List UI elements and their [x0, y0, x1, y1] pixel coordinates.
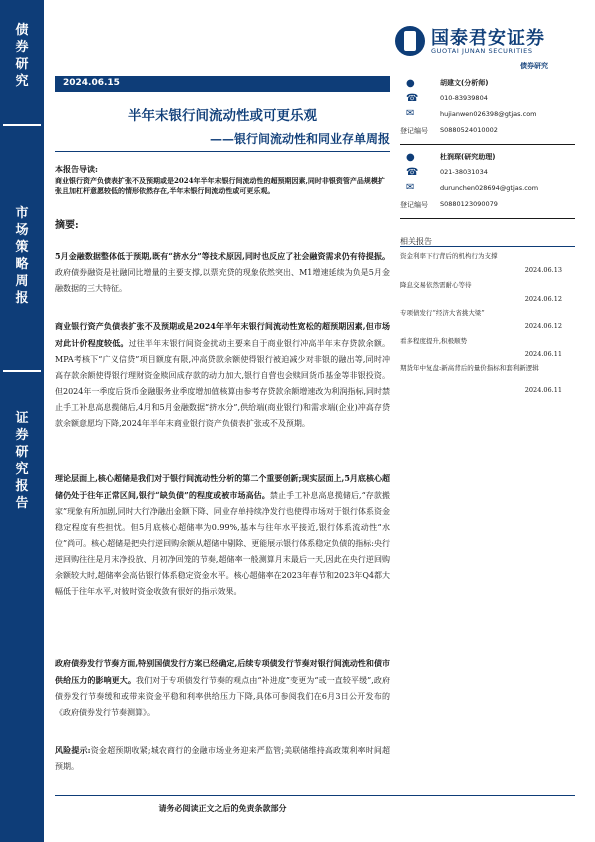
registration-label: 登记编号	[400, 201, 428, 209]
sidebar-char: 报	[15, 291, 29, 306]
title-divider	[55, 151, 390, 152]
abstract-paragraph	[55, 655, 390, 721]
sidebar-divider	[3, 124, 41, 126]
analyst-divider	[400, 144, 575, 145]
paragraph-body: 资金超预期收紧;城农商行的金融市场业务迎来严监管;美联储维持高政策利率时间超预期。	[55, 746, 391, 771]
sidebar-char: 券	[15, 40, 29, 55]
sidebar-char: 市	[15, 206, 29, 221]
analyst-divider	[400, 218, 575, 219]
registration-number: S0880524010002	[440, 126, 498, 134]
footer-divider	[55, 795, 575, 796]
sidebar-char: 研	[15, 445, 29, 460]
report-subtitle: ——银行间流动性和同业存单周报	[209, 132, 390, 146]
sidebar-divider	[3, 370, 41, 372]
related-report-title[interactable]: 看多程度提升,积极顺势	[400, 337, 468, 345]
abstract-paragraph	[55, 470, 390, 600]
abstract-paragraph	[55, 248, 390, 297]
phone-icon: ☎	[406, 93, 419, 104]
phone-icon: ☎	[406, 167, 419, 178]
company-logo	[395, 20, 575, 62]
sidebar-char: 场	[15, 223, 29, 238]
logo-english-name: GUOTAI JUNAN SECURITIES	[431, 47, 533, 55]
report-type-label: 债券研究	[520, 61, 548, 70]
person-icon: ●	[406, 78, 415, 89]
abstract-paragraph	[55, 318, 390, 432]
sidebar-char: 券	[15, 428, 29, 443]
related-report-date: 2024.06.13	[524, 266, 562, 274]
report-date: 2024.06.15	[63, 78, 120, 88]
registration-label: 登记编号	[400, 127, 428, 135]
abstract-label: 摘要:	[55, 220, 79, 231]
analyst-name: 杜润琛(研究助理)	[440, 153, 496, 161]
related-report-title[interactable]: 资金利率下行背后的机构行为支撑	[400, 252, 498, 260]
related-reports-label: 相关报告	[400, 237, 432, 246]
sidebar-char: 略	[15, 257, 29, 272]
sidebar-char: 告	[15, 496, 29, 511]
related-report-date: 2024.06.12	[524, 322, 562, 330]
analyst-card	[400, 76, 575, 144]
related-report-date: 2024.06.12	[524, 295, 562, 303]
sidebar-char: 周	[15, 274, 29, 289]
related-report-title[interactable]: 降息交易依然需耐心等待	[400, 281, 472, 289]
related-report-date: 2024.06.11	[524, 350, 562, 358]
paragraph-lead: 政府债券发行节奏方面,特别国债发行方案已经确定,后续专项债发行节奏对银行间流动性和债市供给压力的影响更大。	[55, 658, 390, 685]
analyst-card	[400, 150, 575, 218]
related-report-date: 2024.06.11	[524, 386, 562, 394]
analyst-email[interactable]: durunchen028694@gtjas.com	[440, 184, 539, 192]
paragraph-body: 我们对于专项债发行节奏的观点由“补进度”变更为“或一直较平缓”,政府债券发行节奏缓和或带来资金平稳和利率供给压力下降,具体可参阅我们在6月3日公开发布的《政府债券发行节奏测算》。	[55, 676, 391, 717]
sidebar-char: 证	[15, 411, 29, 426]
risk-paragraph	[55, 742, 390, 775]
analyst-email[interactable]: hujianwen026398@gtjas.com	[440, 110, 537, 118]
paragraph-body: 禁止手工补息高息揽储后,“存款搬家”现象有所加剧,同时大行净融出金额下降、同业存单持续净发行也使得市场对于银行体系资金稳定程度有些担忧。但5月底核心超储率为0.99%,基本与往年水平接近,银行体系流动性“水位”尚可。核心超储是把央行逆回购余额从超储中剔除、更能展示银行体系稳定负债的指标:央行逆回购往往是月末净投放、月初净回笼的节奏,超储率一般测算月末最后一天,因此在央行逆回购余额较大时,超储率会高估银行体系稳定资金水平。核心超储率在2023年春节和2023年Q4都大幅低于往年水平,对彼时资金收敛有很好的指示效果。	[55, 491, 390, 596]
logo-chinese-name: 国泰君安证券	[431, 28, 545, 49]
analyst-phone: 021-38031034	[440, 168, 488, 176]
paragraph-lead: 5月金融数据整体低于预期,既有“挤水分”等技术原因,同时也反应了社会融资需求仍有待提振。	[55, 251, 390, 261]
guide-label: 本报告导读:	[55, 164, 98, 174]
registration-number: S0880123090079	[440, 200, 498, 208]
sidebar-char: 债	[15, 23, 29, 38]
analyst-phone: 010-83939804	[440, 94, 488, 102]
logo-mark-icon	[395, 26, 425, 56]
sidebar-char: 策	[15, 240, 29, 255]
paragraph-body: 政府债券融资是社融同比增量的主要支撑,以票充贷的现象依然突出、M1增速延续为负是5月金融数据的三大特征。	[55, 268, 390, 293]
related-report-title[interactable]: 专项债发行“经济大省挑大梁”	[400, 309, 485, 317]
analyst-name: 胡建文(分析师)	[440, 79, 489, 87]
email-icon: ✉	[406, 108, 415, 119]
left-sidebar	[0, 0, 44, 842]
sidebar-char: 研	[15, 57, 29, 72]
paragraph-lead: 商业银行资产负债表扩张不及预期或是2024年半年末银行间流动性宽松的超预期因素,但市场对此计价程度较低。	[55, 321, 390, 348]
paragraph-lead: 风险提示:	[55, 745, 91, 755]
sidebar-char: 究	[15, 462, 29, 477]
disclaimer-footer: 请务必阅读正文之后的免责条款部分	[158, 803, 287, 813]
paragraph-body: 过往半年末银行间资金扰动主要来自于商业银行冲高半年末存贷款余额。MPA考核下“广义信贷”项目额度有限,冲高贷款余额使得银行被迫减少对非银的融出等,同时冲高存款余额使得银行理财资金赎回成存款的动力加大,银行自营也会赎回货币基金等非银投资。但2024年一季度后货币金融服务业季度增加值核算由参考存贷款余额增速改为利润指标,同时禁止手工补息高息揽储后,4月和5月金融数据“挤水分”,供给端(商业银行)和需求端(企业)冲高存贷款余额意愿均下降,2024年半年末商业银行资产负债表扩张或不及预期。	[55, 339, 390, 428]
sidebar-section-market-strategy	[4, 205, 40, 307]
date-bar	[55, 76, 390, 92]
related-report-title[interactable]: 期货年中复盘:新高背后的量价指标和套利新逻辑	[400, 364, 539, 372]
sidebar-section-securities-report	[4, 410, 40, 512]
related-reports-divider	[400, 246, 575, 247]
sidebar-char: 报	[15, 479, 29, 494]
email-icon: ✉	[406, 182, 415, 193]
paragraph-lead: 理论层面上,核心超储是我们对于银行间流动性分析的第二个重要创新;现实层面上,5月底核心超储仍处于往年正常区间,银行“缺负债”的程度或被市场高估。	[55, 473, 390, 500]
guide-text: 商业银行资产负债表扩张不及预期或是2024年半年末银行间流动性的超预期因素,同时非银资管产品规模扩张且加杠杆意愿较低的情形依然存在,半年末银行间流动性或可更乐观。	[55, 176, 385, 195]
sidebar-section-bond-research	[4, 22, 40, 90]
person-icon: ●	[406, 152, 415, 163]
report-title: 半年末银行间流动性或可更乐观	[128, 108, 317, 124]
sidebar-char: 究	[15, 74, 29, 89]
